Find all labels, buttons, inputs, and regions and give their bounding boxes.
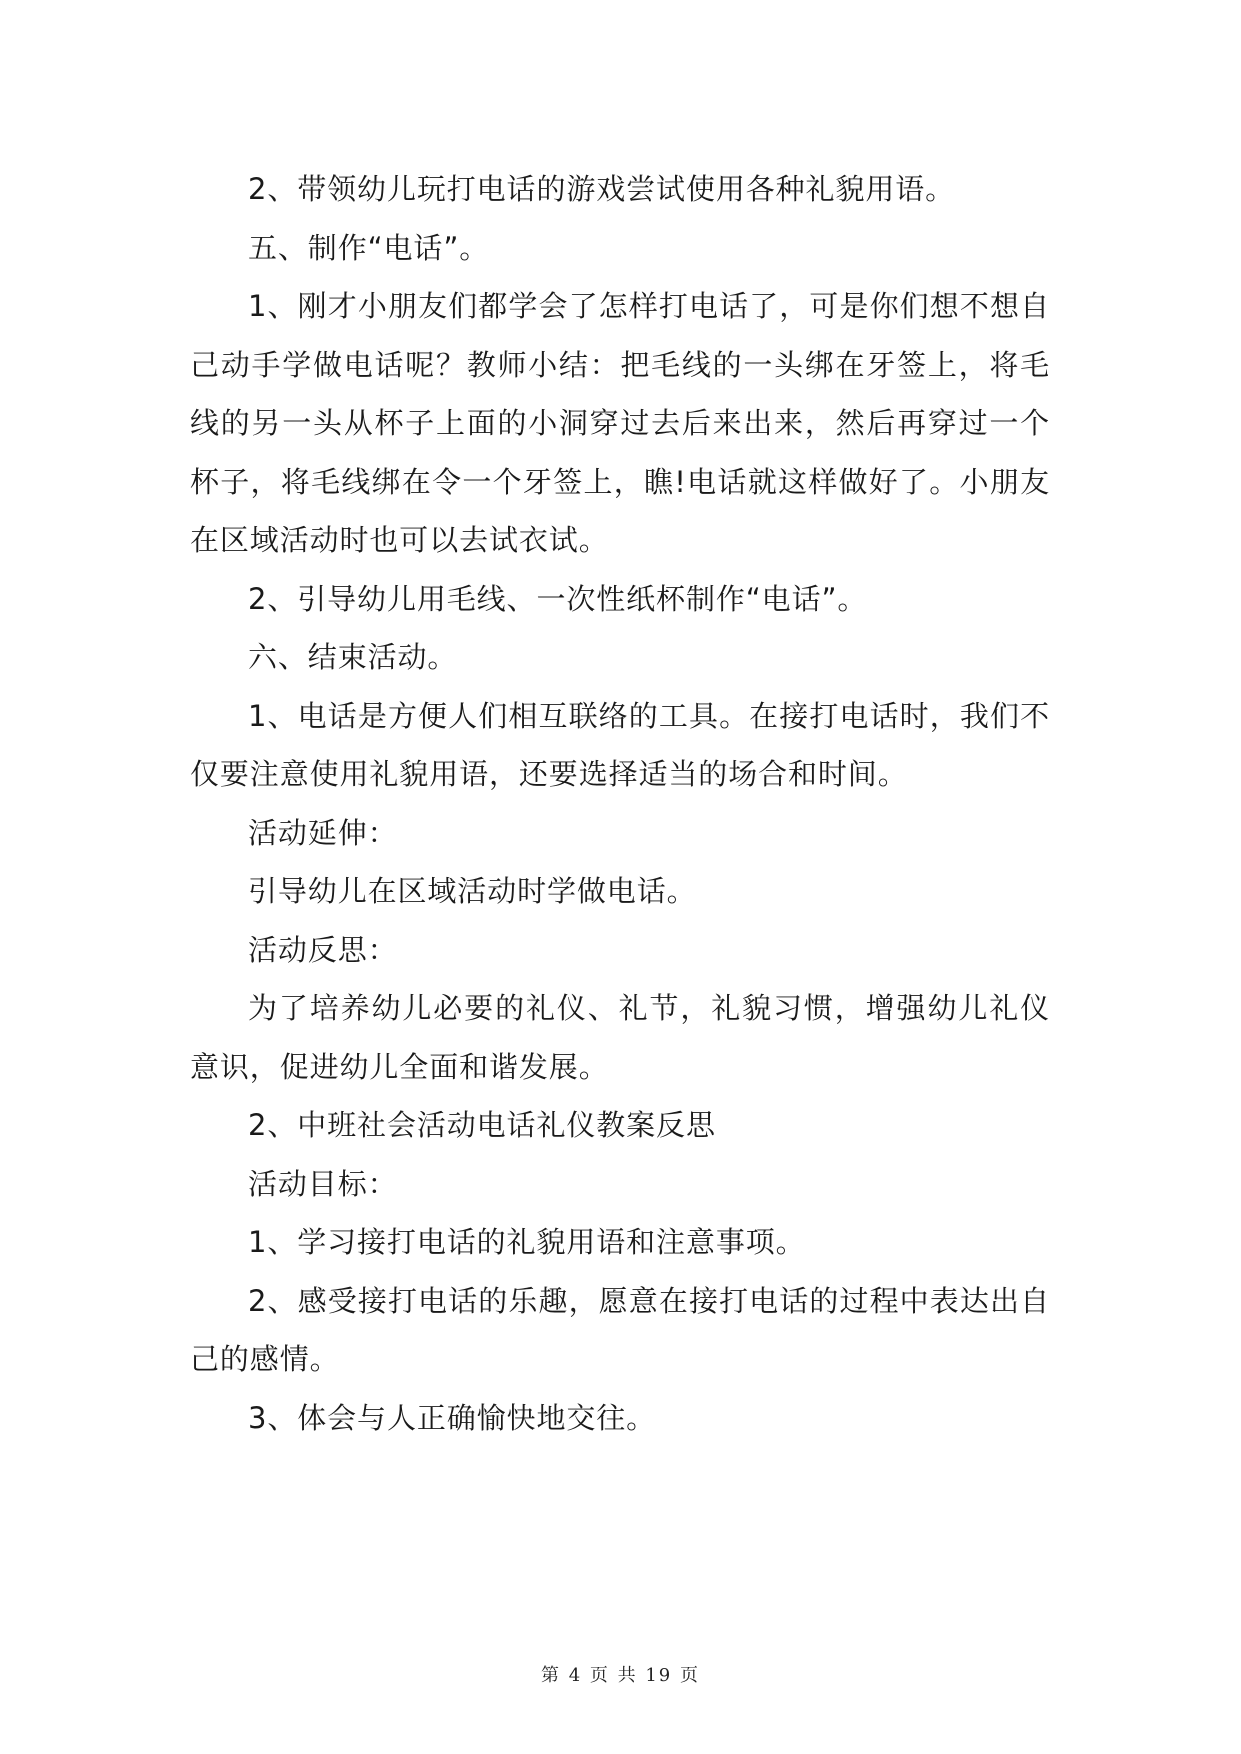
paragraph: 1、刚才小朋友们都学会了怎样打电话了，可是你们想不想自己动手学做电话呢？教师小结：把毛线的一头绑在牙签上，将毛线的另一头从杯子上面的小洞穿过去后来出来，然后再穿过一个杯子，将毛线绑在令一个牙签上，瞧!电话就这样做好了。小朋友在区域活动时也可以去试衣试。 bbox=[190, 289, 1050, 557]
paragraph: 2、引导幼儿用毛线、一次性纸杯制作“电话”。 bbox=[248, 581, 868, 616]
section-heading: 六、结束活动。 bbox=[248, 640, 458, 674]
paragraph: 1、电话是方便人们相互联络的工具。在接打电话时，我们不仅要注意使用礼貌用语，还要选择适当的场合和时间。 bbox=[190, 698, 1050, 791]
document-body bbox=[190, 160, 1050, 1447]
section-heading: 活动反思： bbox=[248, 932, 398, 967]
paragraph: 2、带领幼儿玩打电话的游戏尝试使用各种礼貌用语。 bbox=[248, 172, 956, 206]
section-heading: 活动延伸： bbox=[248, 815, 398, 850]
section-heading: 活动目标： bbox=[248, 1166, 398, 1201]
section-heading: 五、制作“电话”。 bbox=[248, 230, 490, 265]
paragraph: 为了培养幼儿必要的礼仪、礼节，礼貌习惯，增强幼儿礼仪意识，促进幼儿全面和谐发展。 bbox=[190, 991, 1050, 1084]
paragraph: 2、感受接打电话的乐趣，愿意在接打电话的过程中表达出自己的感情。 bbox=[190, 1283, 1050, 1376]
paragraph: 3、体会与人正确愉快地交往。 bbox=[248, 1400, 657, 1435]
section-heading: 2、中班社会活动电话礼仪教案反思 bbox=[248, 1108, 716, 1142]
paragraph: 1、学习接打电话的礼貌用语和注意事项。 bbox=[248, 1225, 806, 1259]
paragraph: 引导幼儿在区域活动时学做电话。 bbox=[248, 874, 697, 908]
page-number-footer: 第 4 页 共 19 页 bbox=[541, 1665, 700, 1686]
